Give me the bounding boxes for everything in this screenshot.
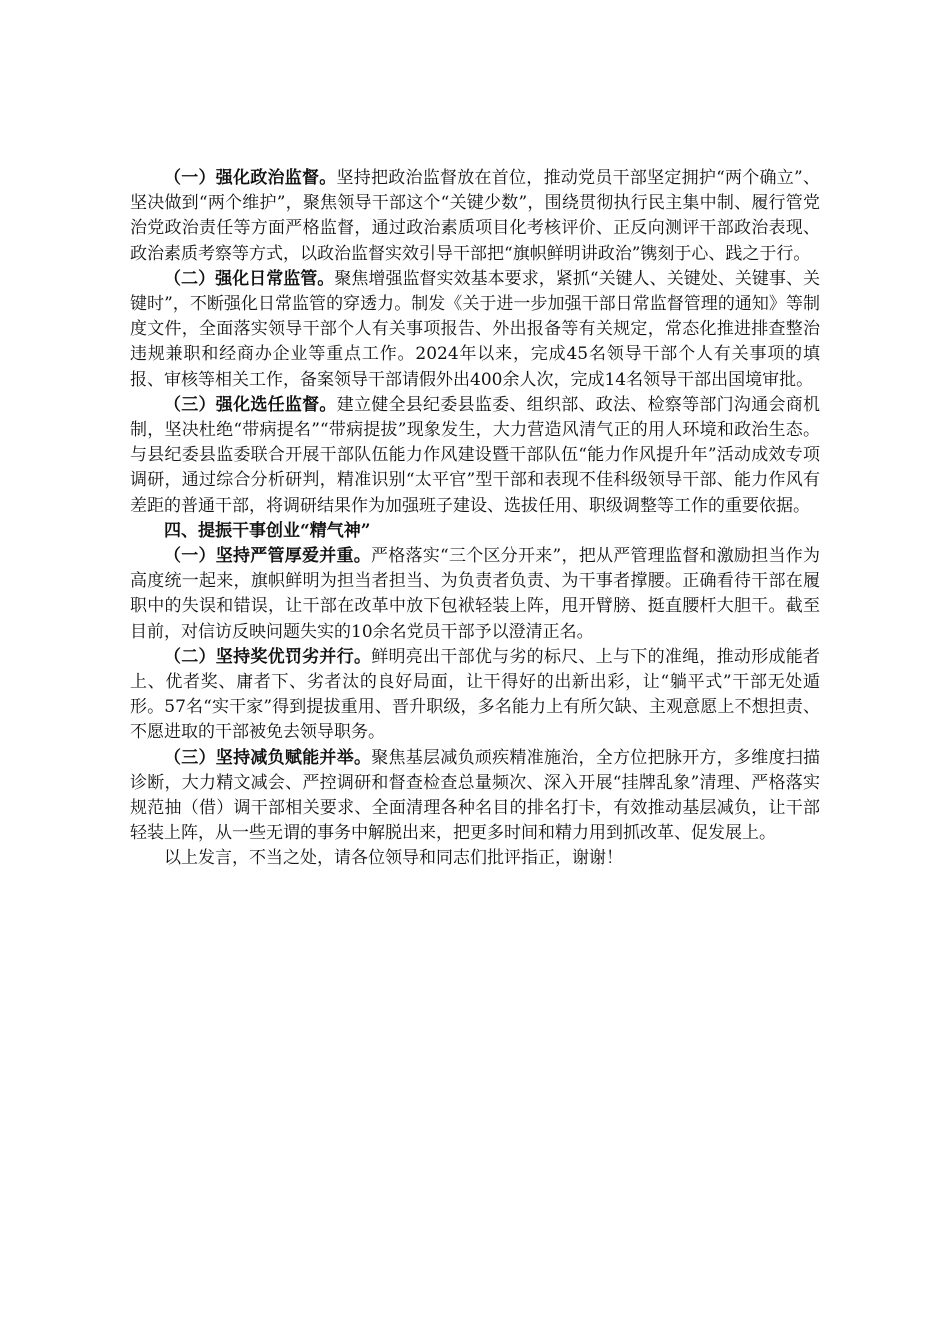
- paragraph-text: 严格落实“三个区分开来”，把从严管理监督和激励担当作为高度统一起来，旗帜鲜明为担当者担当、为负责者负责、为干事者撑腰。正确看待干部在履职中的失误和错误，让干部在改革中放下包袱轻装上阵，甩开臂膀、挺直腰杆大胆干。截至目前，对信访反映问题失实的10余名党员干部予以澄清正名。: [130, 546, 821, 642]
- paragraph-lead: （三）强化选任监督。: [164, 394, 337, 415]
- document-body: [130, 166, 820, 872]
- closing-paragraph: 以上发言，不当之处，请各位领导和同志们批评指正，谢谢！: [164, 848, 623, 869]
- paragraph-lead: （三）坚持减负赋能并举。: [164, 747, 372, 768]
- paragraph-strict-care: [130, 544, 820, 645]
- paragraph-lead: （二）坚持奖优罚劣并行。: [164, 646, 372, 667]
- paragraph-text: 聚焦基层减负顽疾精准施治，全方位把脉开方，多维度扫描诊断，大力精文减会、严控调研和督查检查总量频次、深入开展“挂牌乱象”清理、严格落实规范抽（借）调干部相关要求、全面清理各种名目的排名打卡，有效推动基层减负，让干部轻装上阵，从一些无谓的事务中解脱出来，把更多时间和精力用到抓改革、促发展上。: [130, 747, 821, 844]
- paragraph-lead: （一）坚持严管厚爱并重。: [164, 546, 372, 567]
- paragraph-text: 鲜明亮出干部优与劣的标尺、上与下的准绳，推动形成能者上、优者奖、庸者下、劣者汰的良好局面，让干得好的出新出彩，让“躺平式”干部无处遁形。57名“实干家”得到提拔重用、晋升职级，多名能力上有所欠缺、主观意愿上不想担责、不愿进取的干部被免去领导职务。: [130, 646, 821, 743]
- section-heading: 四、提振干事创业“精气神”: [164, 520, 371, 541]
- paragraph-text: 聚焦增强监督实效基本要求，紧抓“关键人、关键处、关键事、关键时”，不断强化日常监管的穿透力。制发《关于进一步加强干部日常监督管理的通知》等制度文件，全面落实领导干部个人有关事项报告、外出报备等有关规定，常态化推进排查整治违规兼职和经商办企业等重点工作。2024年以来，完成45名领导干部个人有关事项的填报、审核等相关工作，备案领导干部请假外出400余人次，完成14名领导干部出国境审批。: [130, 268, 820, 390]
- paragraph-burden-reduction: [130, 746, 820, 847]
- paragraph-political-supervision: [130, 166, 820, 267]
- paragraph-reward-penalty: [130, 645, 820, 746]
- paragraph-text: 建立健全县纪委县监委、组织部、政法、检察等部门沟通会商机制，坚决杜绝“带病提名”“带病提拔”现象发生，大力营造风清气正的用人环境和政治生态。与县纪委县监委联合开展干部队伍能力作风建设暨干部队伍“能力作风提升年”活动成效专项调研，通过综合分析研判，精准识别“太平官”型干部和表现不佳科级领导干部、能力作风有差距的普通干部，将调研结果作为加强班子建设、选拔任用、职级调整等工作的重要依据。: [130, 394, 820, 516]
- paragraph-selection-supervision: [130, 393, 820, 519]
- paragraph-text: 坚持把政治监督放在首位，推动党员干部坚定拥护“两个确立”、坚决做到“两个维护”，聚焦领导干部这个“关键少数”，围绕贯彻执行民主集中制、履行管党治党政治责任等方面严格监督，通过政治素质项目化考核评价、正反向测评干部政治表现、政治素质考察等方式，以政治监督实效引导干部把“旗帜鲜明讲政治”镌刻于心、践之于行。: [130, 168, 820, 264]
- paragraph-lead: （一）强化政治监督。: [164, 168, 337, 188]
- paragraph-lead: （二）强化日常监管。: [164, 268, 335, 289]
- paragraph-daily-supervision: [130, 267, 820, 393]
